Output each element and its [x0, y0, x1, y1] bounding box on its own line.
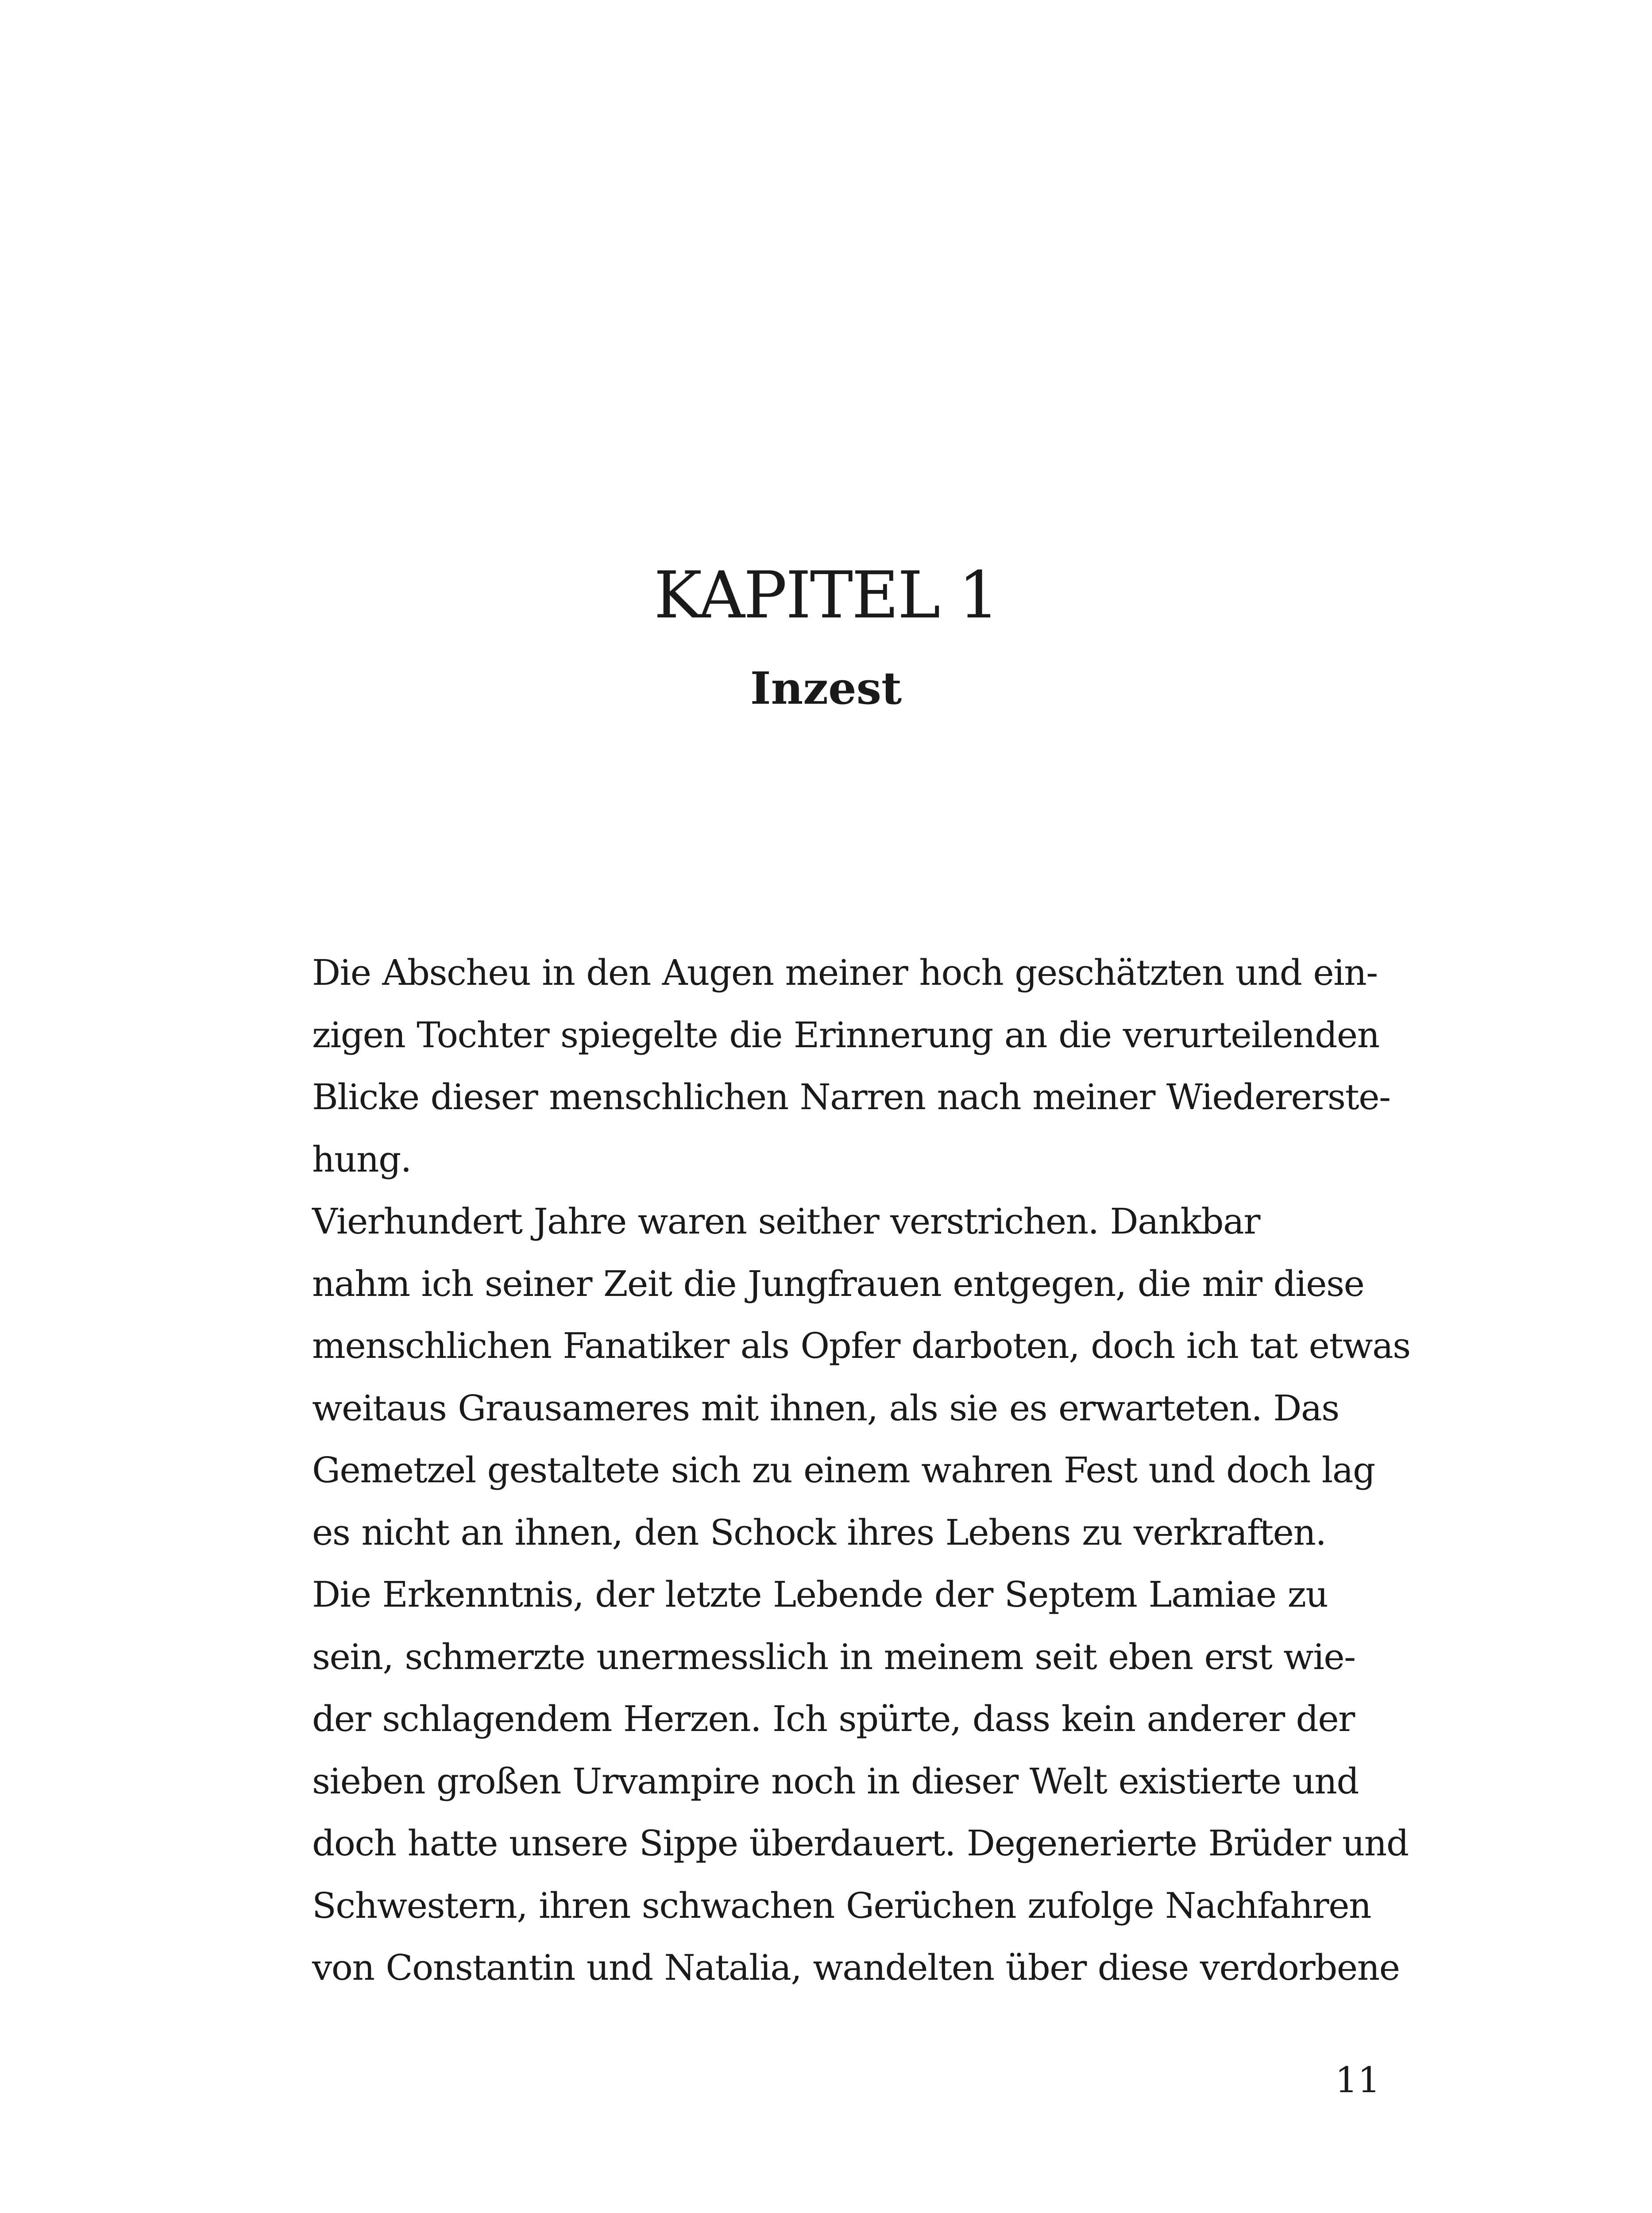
text-line: hung.: [312, 1138, 411, 1180]
text-line: menschlichen Fanatiker als Opfer darboten, doch ich tat etwas: [312, 1325, 1410, 1366]
text-line: es nicht an ihnen, den Schock ihres Lebens zu verkraften.: [312, 1511, 1326, 1553]
text-line: Gemetzel gestaltete sich zu einem wahren Fest und doch lag: [312, 1450, 1375, 1491]
text-line: sieben großen Urvampire noch in dieser Welt existierte und: [312, 1760, 1359, 1802]
chapter-heading: KAPITEL 1: [654, 558, 998, 633]
text-line: Schwestern, ihren schwachen Gerüchen zufolge Nachfahren: [312, 1885, 1371, 1926]
text-line: Die Abscheu in den Augen meiner hoch geschätzten und ein-: [312, 952, 1378, 993]
text-line: doch hatte unsere Sippe überdauert. Degenerierte Brüder und: [312, 1823, 1409, 1864]
text-line: sein, schmerzte unermesslich in meinem seit eben erst wie-: [312, 1636, 1355, 1677]
text-line: der schlagendem Herzen. Ich spürte, dass kein anderer der: [312, 1698, 1355, 1739]
text-line: Die Erkenntnis, der letzte Lebende der Septem Lamiae zu: [312, 1574, 1328, 1615]
text-line: weitaus Grausameres mit ihnen, als sie es erwarteten. Das: [312, 1387, 1339, 1429]
page-number: 11: [1335, 2059, 1380, 2101]
body-text: [312, 942, 1428, 1999]
text-line: zigen Tochter spiegelte die Erinnerung an die verurteilenden: [312, 1014, 1379, 1056]
text-line: Blicke dieser menschlichen Narren nach meiner Wiedererste-: [312, 1076, 1390, 1118]
chapter-title: Inzest: [750, 662, 902, 714]
text-line: Vierhundert Jahre waren seither verstrichen. Dankbar: [312, 1201, 1260, 1242]
text-line: nahm ich seiner Zeit die Jungfrauen entgegen, die mir diese: [312, 1263, 1364, 1304]
text-line: von Constantin und Natalia, wandelten über diese verdorbene: [312, 1947, 1400, 1988]
